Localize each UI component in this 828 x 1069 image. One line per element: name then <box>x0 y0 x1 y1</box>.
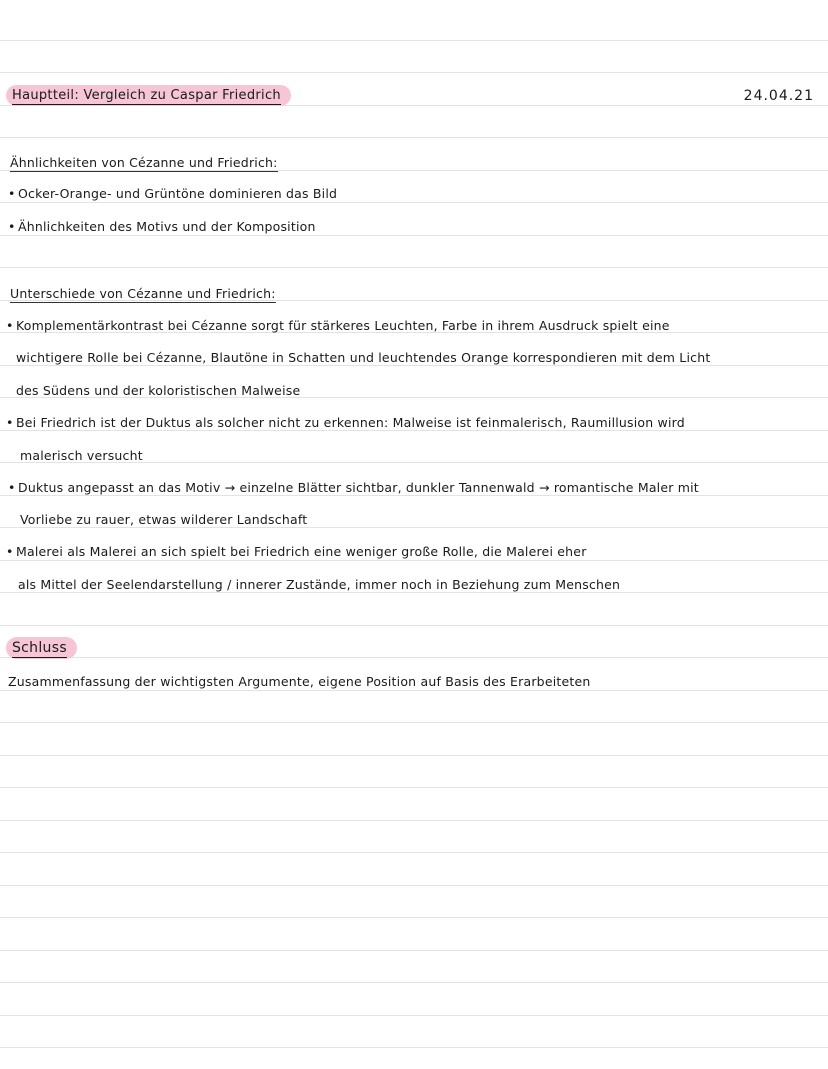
ruled-line <box>0 917 828 918</box>
list-item-continuation: des Südens und der koloristischen Malweise <box>16 383 301 398</box>
ruled-line <box>0 72 828 73</box>
ruled-line <box>0 267 828 268</box>
page-title-highlight <box>6 84 291 106</box>
list-item-continuation: wichtigere Rolle bei Cézanne, Blautöne in Schatten und leuchtendes Orange korrespondieren mit dem Licht <box>16 350 711 365</box>
ruled-line <box>0 495 828 496</box>
ruled-line <box>0 202 828 203</box>
page-date: 24.04.21 <box>743 88 814 104</box>
ruled-line <box>0 527 828 528</box>
list-item-continuation: malerisch versucht <box>20 448 143 463</box>
list-item-continuation: als Mittel der Seelendarstellung / innerer Zustände, immer noch in Beziehung zum Menschen <box>18 577 621 592</box>
ruled-line <box>0 950 828 951</box>
ruled-line <box>0 625 828 626</box>
list-item: • Bei Friedrich ist der Duktus als solcher nicht zu erkennen: Malweise ist feinmalerisch, Raumillusion wird <box>6 415 685 430</box>
ruled-line <box>0 1047 828 1048</box>
conclusion-heading: Schluss <box>12 640 67 656</box>
list-item-continuation: Vorliebe zu rauer, etwas wilderer Landschaft <box>20 512 308 527</box>
ruled-line <box>0 235 828 236</box>
conclusion-text: Zusammenfassung der wichtigsten Argumente, eigene Position auf Basis des Erarbeiteten <box>8 674 591 689</box>
ruled-line <box>0 722 828 723</box>
ruled-line <box>0 560 828 561</box>
ruled-line <box>0 852 828 853</box>
section-heading-similarities: Ähnlichkeiten von Cézanne und Friedrich: <box>10 155 278 170</box>
list-item: • Komplementärkontrast bei Cézanne sorgt für stärkeres Leuchten, Farbe in ihrem Ausdruck spielt eine <box>6 318 670 333</box>
list-item: • Ocker-Orange- und Grüntöne dominieren das Bild <box>8 186 338 201</box>
ruled-line <box>0 40 828 41</box>
ruled-line <box>0 982 828 983</box>
ruled-line <box>0 690 828 691</box>
ruled-line <box>0 885 828 886</box>
ruled-line <box>0 592 828 593</box>
ruled-line <box>0 365 828 366</box>
list-item: • Duktus angepasst an das Motiv → einzelne Blätter sichtbar, dunkler Tannenwald → romantische Maler mit <box>8 480 699 495</box>
list-item: • Ähnlichkeiten des Motivs und der Komposition <box>8 219 316 234</box>
ruled-line <box>0 657 828 658</box>
ruled-line <box>0 1015 828 1016</box>
page-title: Hauptteil: Vergleich zu Caspar Friedrich <box>12 88 281 103</box>
ruled-line <box>0 787 828 788</box>
list-item: • Malerei als Malerei an sich spielt bei Friedrich eine weniger große Rolle, die Malerei eher <box>6 544 587 559</box>
ruled-line <box>0 755 828 756</box>
ruled-line <box>0 137 828 138</box>
ruled-line <box>0 430 828 431</box>
section-heading-differences: Unterschiede von Cézanne und Friedrich: <box>10 286 276 301</box>
conclusion-heading-highlight <box>6 637 77 659</box>
ruled-line <box>0 820 828 821</box>
